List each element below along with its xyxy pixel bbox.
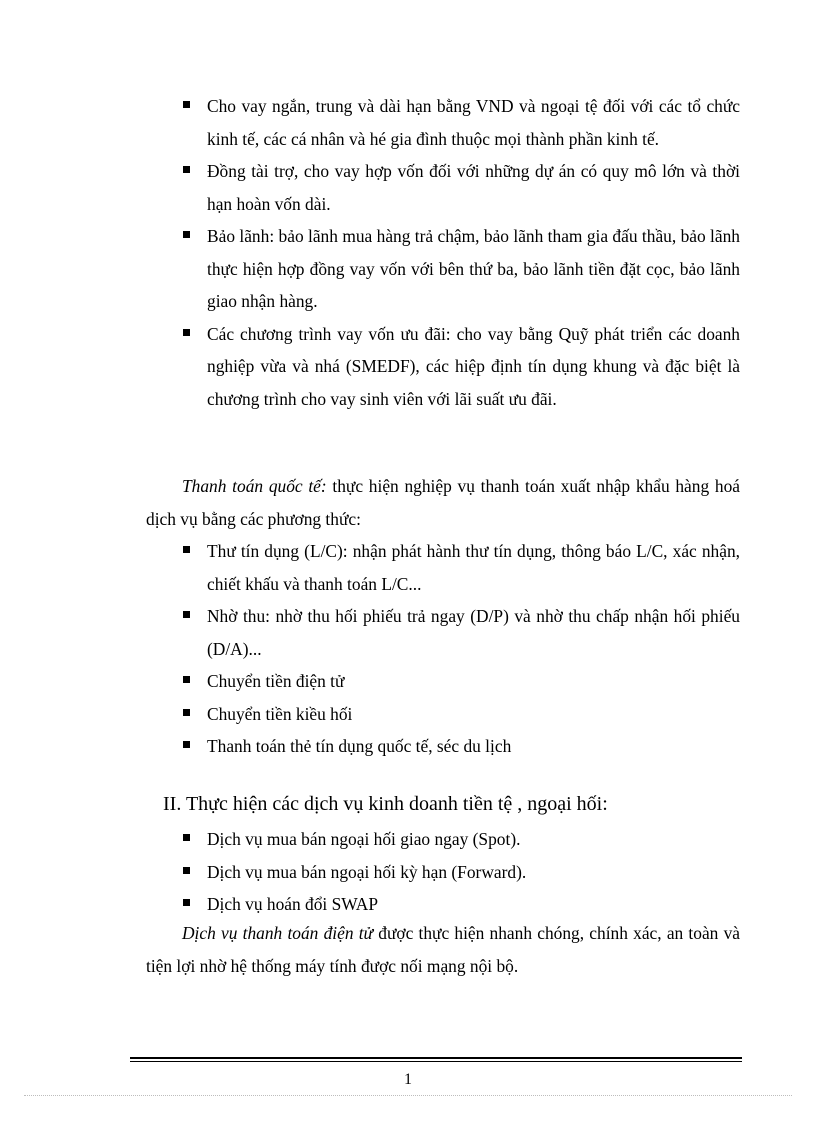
list-item-text: Các chương trình vay vốn ưu đãi: cho vay bằng Quỹ phát triển các doanh nghiệp vừa và nhá (SMEDF), các hiệp định tín dụng khung và đặc biệt là chương trình cho vay sinh viên với lãi suất ưu đãi. (207, 323, 740, 409)
list-item (182, 698, 740, 731)
list-item (182, 318, 740, 416)
list-item (182, 856, 740, 889)
list-item (182, 823, 740, 856)
list-item (182, 888, 740, 921)
list-item-text: Thư tín dụng (L/C): nhận phát hành thư tín dụng, thông báo L/C, xác nhận, chiết khấu và thanh toán L/C... (207, 541, 740, 594)
square-bullet-icon (183, 899, 190, 906)
square-bullet-icon (183, 676, 190, 683)
list-item-text: Đồng tài trợ, cho vay hợp vốn đối với những dự án có quy mô lớn và thời hạn hoàn vốn dài. (207, 161, 740, 214)
list-item-text: Dịch vụ mua bán ngoại hối kỳ hạn (Forward). (207, 861, 527, 882)
square-bullet-icon (183, 709, 190, 716)
square-bullet-icon (183, 166, 190, 173)
paragraph-lead: Dịch vụ thanh toán điện tử (182, 923, 374, 943)
list-item-text: Nhờ thu: nhờ thu hối phiếu trả ngay (D/P) và nhờ thu chấp nhận hối phiếu (D/A)... (207, 606, 740, 659)
square-bullet-icon (183, 867, 190, 874)
electronic-payment-paragraph (146, 917, 740, 982)
paragraph-body: thực hiện nghiệp vụ thanh toán xuất nhập khẩu hàng hoá dịch vụ bằng các phương thức: (146, 476, 741, 529)
list-item-text: Cho vay ngắn, trung và dài hạn bằng VND và ngoại tệ đối với các tổ chức kinh tế, các cá nhân và hé gia đình thuộc mọi thành phần kinh tế. (207, 96, 740, 149)
list-item-text: Dịch vụ mua bán ngoại hối giao ngay (Spot). (207, 829, 521, 849)
list-item (182, 600, 740, 665)
list-item-text: Dịch vụ hoán đổi SWAP (207, 894, 379, 914)
paragraph-lead: Thanh toán quốc tế: (182, 476, 327, 496)
paragraph-body: được thực hiện nhanh chóng, chính xác, an toàn và tiện lợi nhờ hệ thống máy tính được nối mạng nội bộ. (146, 923, 740, 976)
footer-rule (130, 1057, 742, 1059)
list-item-text: Bảo lãnh: bảo lãnh mua hàng trả chậm, bảo lãnh tham gia đấu thầu, bảo lãnh thực hiện hợp đồng vay vốn với bên thứ ba, bảo lãnh tiền đặt cọc, bảo lãnh giao nhận hàng. (207, 226, 740, 311)
square-bullet-icon (183, 329, 190, 336)
payment-methods-list (182, 535, 740, 763)
square-bullet-icon (183, 741, 190, 748)
international-payment-paragraph (146, 470, 740, 535)
page-boundary-divider (24, 1095, 792, 1096)
list-item (182, 220, 740, 318)
forex-services-list (182, 823, 740, 921)
square-bullet-icon (183, 101, 190, 108)
square-bullet-icon (183, 834, 190, 841)
square-bullet-icon (183, 611, 190, 618)
list-item-text: Thanh toán thẻ tín dụng quốc tế, séc du lịch (207, 736, 512, 756)
square-bullet-icon (183, 546, 190, 553)
footer-rule (130, 1061, 742, 1062)
section-heading: II. Thực hiện các dịch vụ kinh doanh tiền tệ , ngoại hối: (163, 793, 608, 815)
list-item-text: Chuyển tiền điện tử (207, 671, 345, 691)
list-item (182, 90, 740, 155)
page-number: 1 (404, 1071, 412, 1088)
list-item (182, 665, 740, 698)
list-item-text: Chuyển tiền kiều hối (207, 703, 353, 724)
list-item (182, 155, 740, 220)
list-item (182, 730, 740, 763)
credit-services-list (182, 90, 740, 415)
list-item (182, 535, 740, 600)
square-bullet-icon (183, 231, 190, 238)
